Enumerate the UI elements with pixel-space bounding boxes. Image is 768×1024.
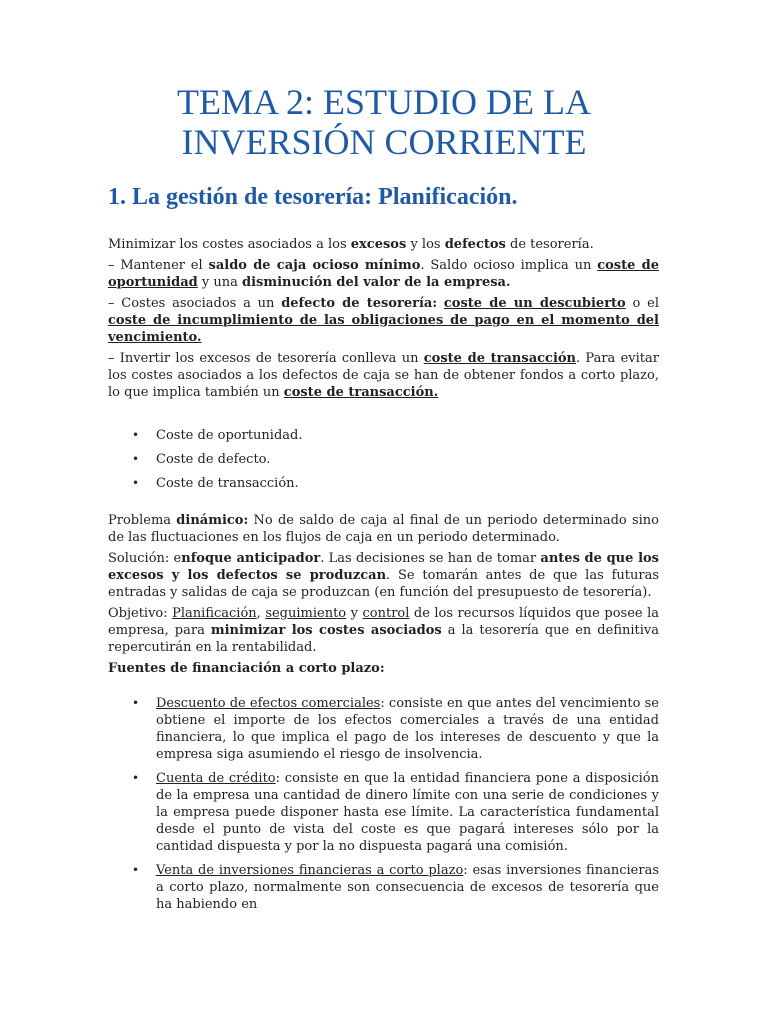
text-run: . Se tomarán antes de que las futuras entradas y salidas de caja se produzcan (en función del presupuesto de tesorería).: [108, 568, 659, 600]
list-item: [108, 770, 659, 855]
bold-run: disminución del valor de la empresa.: [241, 275, 511, 290]
text-run: y: [346, 606, 363, 621]
list-item: [108, 451, 659, 468]
bold-run: defectos: [444, 237, 506, 252]
bullet-icon: •: [132, 696, 140, 710]
list-item-text: Coste de oportunidad.: [156, 428, 303, 443]
bullet-icon: •: [132, 476, 140, 490]
list-item: [108, 695, 659, 763]
list-item: [108, 427, 659, 444]
bold-run: defecto de tesorería:: [281, 296, 438, 311]
text-run: . Las decisiones se han de tomar: [320, 551, 541, 566]
text-run: ,: [256, 606, 266, 621]
section-heading: 1. La gestión de tesorería: Planificación.: [108, 184, 518, 210]
bold-underlined-run: coste de un descubierto: [443, 296, 626, 311]
underlined-run: seguimiento: [265, 606, 347, 621]
text-run: y los: [406, 237, 445, 252]
financing-sources-list: [108, 695, 659, 913]
bullet-icon: •: [132, 863, 140, 877]
list-item-label: Venta de inversiones financieras a corto plazo: [156, 863, 464, 878]
list-item-text: : consiste en que antes del vencimiento se obtiene el importe de los efectos comerciales a través de una entidad financiera, lo que implica el pago de los intereses de descuento y que la empresa siga asumiendo el riesgo de insolvencia.: [156, 696, 660, 762]
paragraph-4: [108, 350, 659, 401]
text-run: [437, 296, 444, 311]
paragraph-3: [108, 295, 659, 346]
bullet-icon: •: [132, 452, 140, 466]
cost-list: [108, 427, 659, 492]
document-body: [108, 236, 659, 920]
text-run: – Invertir los excesos de tesorería conlleva un: [108, 351, 424, 366]
paragraph-5: [108, 512, 659, 546]
bold-run: nfoque anticipador: [181, 551, 321, 566]
text-run: . Para evitar los costes asociados a los defectos de caja se han de obtener fondos a corto plazo, lo que implica también un: [108, 351, 659, 400]
text-run: Objetivo:: [108, 606, 173, 621]
bold-underlined-run: coste de transacción.: [283, 385, 439, 400]
bold-underlined-run: coste de oportunidad: [108, 258, 659, 290]
paragraph-7: [108, 605, 659, 656]
document-title: [0, 82, 768, 162]
list-item-text: Coste de defecto.: [156, 452, 271, 467]
list-item-text: Coste de transacción.: [156, 476, 299, 491]
bold-run: saldo de caja ocioso mínimo: [208, 258, 421, 273]
text-run: Problema: [108, 513, 177, 528]
text-run: o el: [625, 296, 659, 311]
bold-run: antes de que los excesos y los defectos se produzcan: [108, 551, 659, 583]
list-item-text: : esas inversiones financieras a corto plazo, normalmente son consecuencia de excesos de tesorería que ha habiendo en: [156, 863, 659, 912]
text-run: . Saldo ocioso implica un: [420, 258, 598, 273]
paragraph-6: [108, 550, 659, 601]
paragraph-8: [108, 660, 659, 677]
bullet-icon: •: [132, 428, 140, 442]
bold-run: dinámico:: [176, 513, 249, 528]
text-run: de los recursos líquidos que posee la empresa, para: [108, 606, 659, 638]
text-run: No de saldo de caja al final de un periodo determinado sino de las fluctuaciones en los flujos de caja en un periodo determinado.: [108, 513, 659, 545]
text-run: de tesorería.: [505, 237, 594, 252]
bold-run: Fuentes de financiación a corto plazo:: [108, 661, 385, 676]
bold-underlined-run: coste de incumplimiento de las obligaciones de pago en el momento del vencimiento.: [108, 313, 659, 345]
bullet-icon: •: [132, 771, 140, 785]
title-line-1: TEMA 2: ESTUDIO DE LA: [177, 82, 591, 122]
text-run: Solución: e: [108, 551, 182, 566]
list-item-text: : consiste en que la entidad financiera pone a disposición de la empresa una cantidad de dinero límite con una serie de condiciones y la empresa puede disponer hasta ese límite. La característica fundamental desde el punto de vista del coste es que pagará intereses sólo por la cantidad dispuesta y por la no dispuesta pagará una comisión.: [156, 771, 660, 854]
list-item: [108, 475, 659, 492]
text-run: Minimizar los costes asociados a los: [108, 237, 351, 252]
list-item-label: Cuenta de crédito: [156, 771, 276, 786]
underlined-run: Planificación: [172, 606, 257, 621]
text-run: – Mantener el: [108, 258, 209, 273]
paragraph-1: [108, 236, 659, 253]
text-run: a la tesorería que en definitiva repercutirán en la rentabilidad.: [108, 623, 659, 655]
bold-run: excesos: [350, 237, 407, 252]
bold-run: minimizar los costes asociados: [210, 623, 442, 638]
list-item-label: Descuento de efectos comerciales: [156, 696, 381, 711]
title-line-2: INVERSIÓN CORRIENTE: [181, 122, 587, 162]
text-run: y una: [197, 275, 242, 290]
underlined-run: control: [362, 606, 410, 621]
text-run: – Costes asociados a un: [108, 296, 282, 311]
list-item: [108, 862, 659, 913]
bold-underlined-run: coste de transacción: [423, 351, 577, 366]
paragraph-2: [108, 257, 659, 291]
